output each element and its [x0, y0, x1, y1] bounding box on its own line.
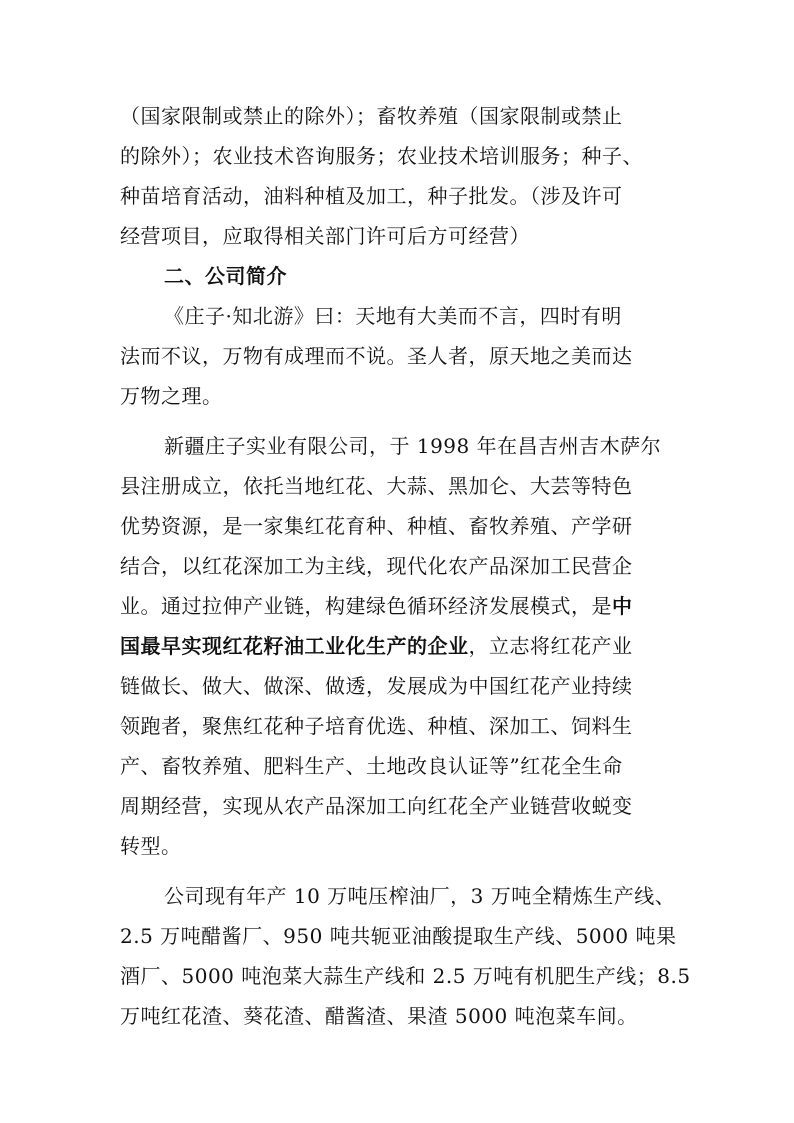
text-line: 县注册成立，依托当地红花、大蒜、黑加仑、大芸等特色 — [120, 474, 633, 498]
text-line — [120, 626, 676, 666]
text-line: 新疆庄子实业有限公司，于 1998 年在昌吉州吉木萨尔 — [164, 434, 662, 458]
facilities-paragraph — [120, 876, 691, 1036]
section-heading: 二、公司简介 — [164, 264, 287, 288]
document-page — [120, 96, 691, 1036]
text-line — [120, 586, 676, 626]
company-paragraph — [120, 426, 676, 866]
text-line: 链做长、做大、做深、做透，发展成为中国红花产业持续 — [120, 674, 633, 698]
text-line: 产、畜牧养殖、肥料生产、土地改良认证等”红花全生命 — [120, 754, 623, 778]
text-line: 2.5 万吨醋酱厂、950 吨共轭亚油酸提取生产线、5000 吨果 — [120, 924, 677, 948]
text-line: 结合，以红花深加工为主线，现代化农产品深加工民营企 — [120, 554, 633, 578]
bold-highlight: 国最早实现红花籽油工业化生产的企业 — [120, 634, 469, 658]
text-line: 种苗培育活动，油料种植及加工，种子批发。（涉及许可 — [120, 184, 623, 208]
text-run: ，立志将红花产业 — [468, 634, 633, 658]
text-line: 的除外）；农业技术咨询服务；农业技术培训服务；种子、 — [120, 144, 643, 168]
text-line: 经营项目，应取得相关部门许可后方可经营） — [120, 224, 530, 248]
text-line: 法而不议，万物有成理而不说。圣人者，原天地之美而达 — [120, 344, 633, 368]
text-line: 转型。 — [120, 834, 182, 858]
bold-highlight: 中 — [612, 594, 633, 618]
intro-paragraph — [120, 96, 676, 256]
text-line: 酒厂、5000 吨泡菜大蒜生产线和 2.5 万吨有机肥生产线；8.5 — [120, 964, 691, 988]
text-line: 《庄子·知北游》曰：天地有大美而不言，四时有明 — [164, 304, 622, 328]
text-line: 万吨红花渣、葵花渣、醋酱渣、果渣 5000 吨泡菜车间。 — [120, 1004, 638, 1028]
text-line: 万物之理。 — [120, 384, 223, 408]
quote-paragraph — [120, 296, 676, 416]
text-line: 领跑者，聚焦红花种子培育优选、种植、深加工、饲料生 — [120, 714, 633, 738]
text-line: 公司现有年产 10 万吨压榨油厂，3 万吨全精炼生产线、 — [164, 884, 676, 908]
text-line: 优势资源，是一家集红花育种、种植、畜牧养殖、产学研 — [120, 514, 633, 538]
text-run: 业。通过拉伸产业链，构建绿色循环经济发展模式，是 — [120, 594, 612, 618]
text-line: （国家限制或禁止的除外）；畜牧养殖（国家限制或禁止 — [120, 104, 623, 128]
text-line: 周期经营，实现从农产品深加工向红花全产业链营收蜕变 — [120, 794, 633, 818]
